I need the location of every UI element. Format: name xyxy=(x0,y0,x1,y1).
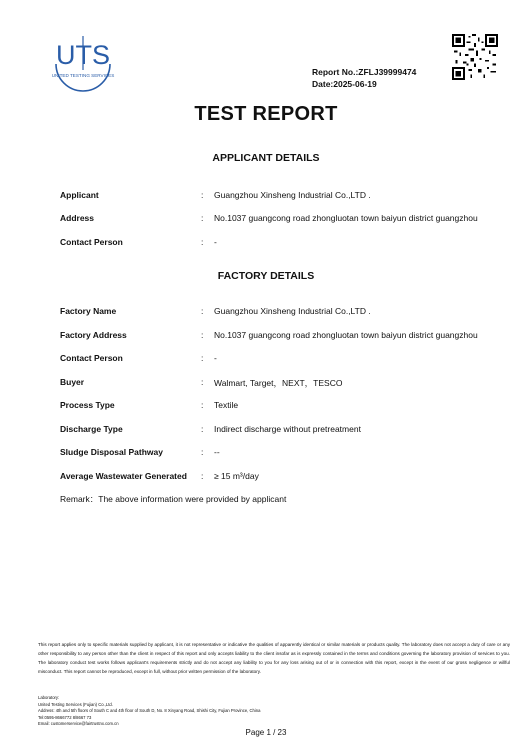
row-value: Indirect discharge without pretreatment xyxy=(214,424,361,434)
row-label: Sludge Disposal Pathway xyxy=(60,447,163,457)
laboratory-email: Email: customerservice@fairtrustnx.com.cn xyxy=(38,721,119,726)
laboratory-address: Address: 4th and 5th floors of South C and 4th floor of South D, No. 8 Xinyang Road, Shishi City, Fujian Province, China xyxy=(38,708,261,713)
row-value: Textile xyxy=(214,400,239,410)
logo-letters: UTS xyxy=(56,40,110,70)
row-value: Walmart, Target，NEXT，TESCO xyxy=(214,378,343,388)
row-label: Average Wastewater Generated xyxy=(60,471,187,481)
applicant-address-row xyxy=(60,213,500,227)
process-type-row xyxy=(60,400,500,414)
row-colon: : xyxy=(201,471,204,481)
report-number: Report No.:ZFLJ39999474 xyxy=(312,67,417,77)
row-colon: : xyxy=(201,330,204,340)
sludge-disposal-row xyxy=(60,447,500,461)
row-value: ≥ 15 m³/day xyxy=(214,471,259,481)
qr-code xyxy=(452,34,498,80)
row-label: Factory Name xyxy=(60,306,117,316)
laboratory-heading: Laboratory: xyxy=(38,695,60,700)
row-label: Buyer xyxy=(60,377,85,387)
row-colon: : xyxy=(201,213,204,223)
row-value: - xyxy=(214,237,217,247)
laboratory-name: United Testing Services (Fujian) Co.,Ltd. xyxy=(38,701,113,707)
applicant-row xyxy=(60,190,500,204)
laboratory-tel: Tel:0595-8666772 8/8667 73 xyxy=(38,714,92,720)
row-colon: : xyxy=(201,353,204,363)
factory-heading: FACTORY DETAILS xyxy=(217,270,315,282)
discharge-type-row xyxy=(60,424,500,438)
row-colon: : xyxy=(201,377,204,387)
row-label: Contact Person xyxy=(60,237,123,247)
row-label: Address xyxy=(60,213,95,223)
row-colon: : xyxy=(201,400,204,410)
uts-logo xyxy=(50,30,116,92)
remark: Remark：The above information were provided by applicant xyxy=(60,494,287,504)
row-label: Contact Person xyxy=(60,353,123,363)
row-colon: : xyxy=(201,237,204,247)
row-value: No.1037 guangcong road zhongluotan town baiyun district guangzhou xyxy=(214,213,478,223)
applicant-contact-row xyxy=(60,237,500,251)
row-colon: : xyxy=(201,190,204,200)
row-label: Applicant xyxy=(60,190,99,200)
report-date: Date:2025-06-19 xyxy=(312,79,377,89)
wastewater-row xyxy=(60,471,500,485)
row-label: Discharge Type xyxy=(60,424,123,434)
row-colon: : xyxy=(201,424,204,434)
row-colon: : xyxy=(201,306,204,316)
row-colon: : xyxy=(201,447,204,457)
row-value: - xyxy=(214,353,217,363)
buyer-row xyxy=(60,377,500,391)
row-value: No.1037 guangcong road zhongluotan town baiyun district guangzhou xyxy=(214,330,478,340)
factory-name-row xyxy=(60,306,500,320)
row-value: Guangzhou Xinsheng Industrial Co.,LTD . xyxy=(214,190,371,200)
disclaimer: This report applies only to specific materials supplied by applicant, it is not representative or indicative the qualities of apparently identical or similar materials or products quality. The laboratory does not accept a duty of care or any other responsibility to any person other than the client in respect of this report and only accepts liability to the client insofar as is expressly contained in the terms and conditions governing the laboratory provision of services to you. The laboratory conduct test works follows applicant's requirements strictly and do not accept any liability to you for any loss arising out of or in connection with this report, except in the event of our gross negligence or willful misconduct. This report cannot be reproduced, except in full, without prior written permission of the laboratory. xyxy=(38,642,510,674)
row-value: -- xyxy=(214,447,220,457)
row-value: Guangzhou Xinsheng Industrial Co.,LTD . xyxy=(214,306,371,316)
page-number: Page 1 / 23 xyxy=(245,728,287,737)
factory-address-row xyxy=(60,330,500,344)
laboratory-info xyxy=(38,695,260,728)
row-label: Process Type xyxy=(60,400,115,410)
row-label: Factory Address xyxy=(60,330,127,340)
applicant-heading: APPLICANT DETAILS xyxy=(212,152,320,164)
page-title: TEST REPORT xyxy=(194,103,338,125)
factory-contact-row xyxy=(60,353,500,367)
logo-ring-text: UNITED TESTING SERVICES xyxy=(51,73,115,78)
